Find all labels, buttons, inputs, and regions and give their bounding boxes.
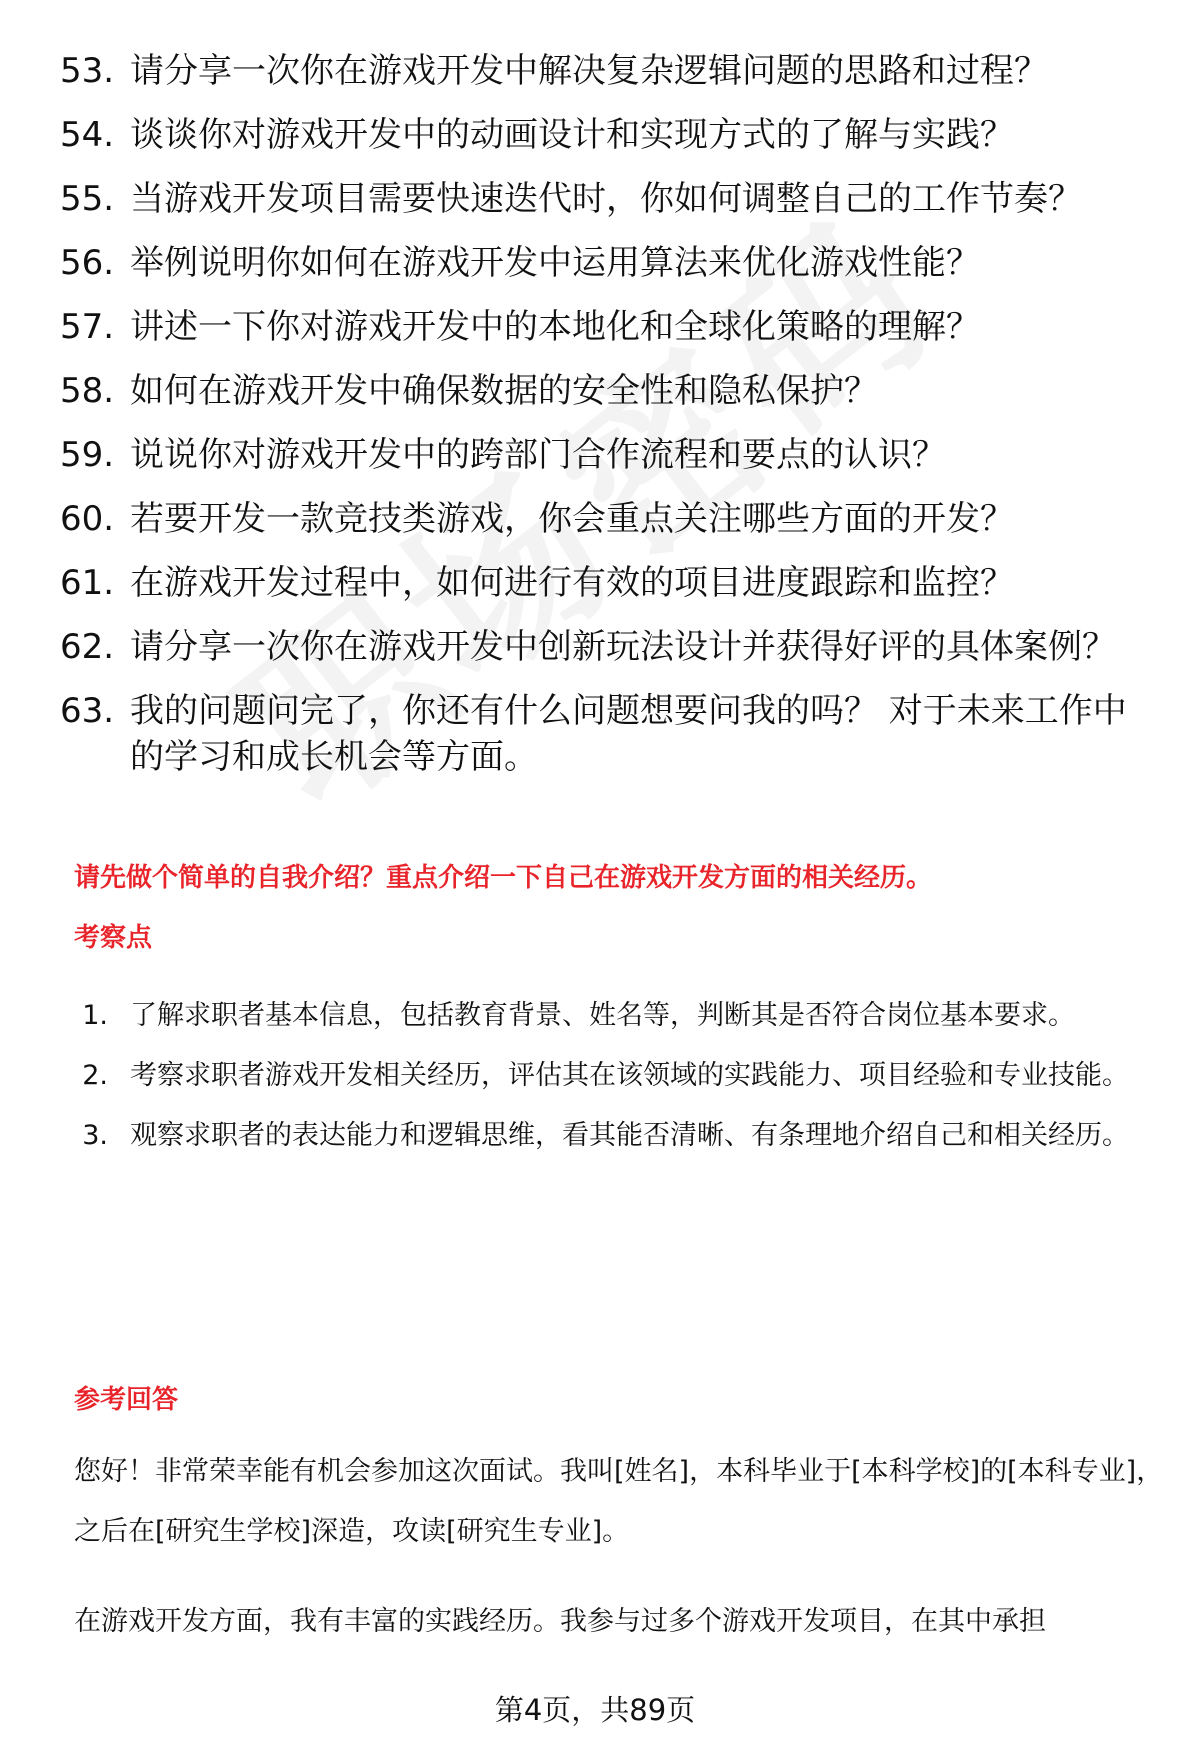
question-text: 请分享一次你在游戏开发中解决复杂逻辑问题的思路和过程？ — [130, 51, 1048, 91]
question-item — [60, 48, 1160, 94]
question-item — [60, 304, 1160, 350]
question-number: 53. — [60, 51, 115, 91]
question-number: 54. — [60, 115, 115, 155]
question-text: 谈谈你对游戏开发中的动画设计和实现方式的了解与实践？ — [130, 115, 1014, 155]
focus-point-list — [74, 986, 1164, 1166]
question-text: 说说你对游戏开发中的跨部门合作流程和要点的认识？ — [130, 435, 946, 475]
question-number: 58. — [60, 371, 115, 411]
question-list — [60, 48, 1160, 798]
question-text: 在游戏开发过程中，如何进行有效的项目进度跟踪和监控？ — [130, 563, 1014, 603]
question-text: 讲述一下你对游戏开发中的本地化和全球化策略的理解？ — [130, 307, 980, 347]
question-text: 若要开发一款竞技类游戏，你会重点关注哪些方面的开发？ — [130, 499, 1014, 539]
focus-point-item — [74, 986, 1164, 1046]
answer-paragraph: 您好！非常荣幸能有机会参加这次面试。我叫[姓名]，本科毕业于[本科学校]的[本科专业]，之后在[研究生学校]深造，攻读[研究生专业]。 — [74, 1456, 1164, 1547]
question-number: 60. — [60, 499, 115, 539]
question-item — [60, 432, 1160, 478]
focus-point-item — [74, 1046, 1164, 1106]
focus-point-number: 2. — [82, 1060, 108, 1091]
question-number: 56. — [60, 243, 115, 283]
question-text: 请分享一次你在游戏开发中创新玩法设计并获得好评的具体案例？ — [130, 627, 1116, 667]
question-text: 举例说明你如何在游戏开发中运用算法来优化游戏性能？ — [130, 243, 980, 283]
question-text: 当游戏开发项目需要快速迭代时，你如何调整自己的工作节奏？ — [130, 179, 1082, 219]
question-item — [60, 496, 1160, 542]
focus-point-number: 1. — [82, 1000, 108, 1031]
page-footer: 第4页，共89页 — [494, 1693, 696, 1727]
question-number: 59. — [60, 435, 115, 475]
focus-point-item — [74, 1106, 1164, 1166]
question-number: 57. — [60, 307, 115, 347]
answer-heading: 参考回答 — [74, 1385, 179, 1415]
focus-point-text: 了解求职者基本信息，包括教育背景、姓名等，判断其是否符合岗位基本要求。 — [130, 1000, 1075, 1031]
question-item — [60, 624, 1160, 670]
question-number: 62. — [60, 627, 115, 667]
question-text: 如何在游戏开发中确保数据的安全性和隐私保护？ — [130, 371, 878, 411]
question-number: 61. — [60, 563, 115, 603]
focus-heading: 考察点 — [74, 923, 153, 953]
question-text: 我的问题问完了，你还有什么问题想要问我的吗？ 对于未来工作中的学习和成长机会等方面。 — [130, 691, 1127, 777]
focus-point-text: 考察求职者游戏开发相关经历，评估其在该领域的实践能力、项目经验和专业技能。 — [130, 1060, 1129, 1091]
question-number: 63. — [60, 691, 115, 731]
focus-point-number: 3. — [82, 1120, 108, 1151]
question-item — [60, 688, 1160, 780]
question-item — [60, 368, 1160, 414]
question-item — [60, 176, 1160, 222]
question-number: 55. — [60, 179, 115, 219]
question-item — [60, 112, 1160, 158]
answer-paragraph: 在游戏开发方面，我有丰富的实践经历。我参与过多个游戏开发项目，在其中承担 — [74, 1606, 1046, 1637]
question-item — [60, 560, 1160, 606]
interview-question-title: 请先做个简单的自我介绍？重点介绍一下自己在游戏开发方面的相关经历。 — [74, 863, 933, 893]
question-item — [60, 240, 1160, 286]
focus-point-text: 观察求职者的表达能力和逻辑思维，看其能否清晰、有条理地介绍自己和相关经历。 — [130, 1120, 1129, 1151]
